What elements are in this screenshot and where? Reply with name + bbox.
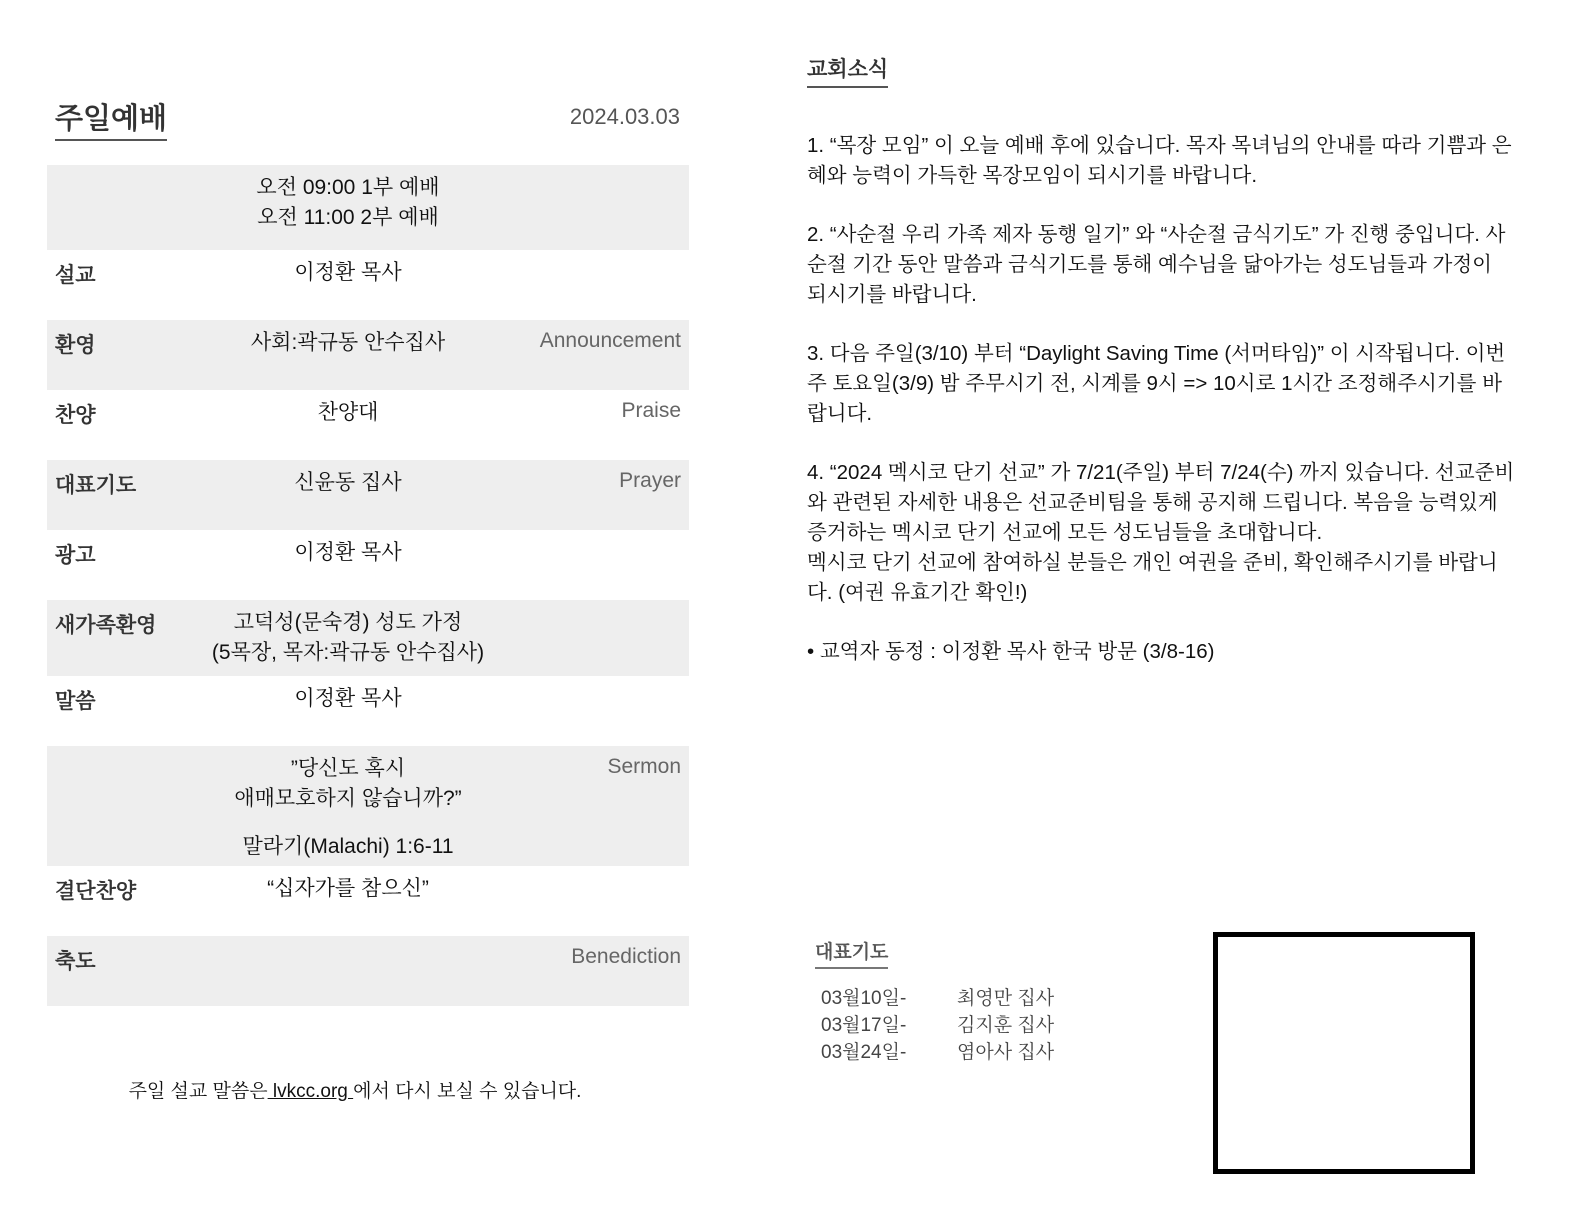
row-person: 이정환 목사 xyxy=(294,687,402,710)
row-person: 고덕성(문숙경) 성도 가정 (5목장, 목자:곽규동 안수집사) xyxy=(211,611,485,664)
sermon-archive-note: 주일 설교 말씀은 lvkcc.org 에서 다시 보실 수 있습니다. xyxy=(128,1081,582,1102)
table-row xyxy=(47,250,689,320)
row-english xyxy=(509,250,689,259)
row-label: 찬양 xyxy=(55,404,96,427)
row-person: 이정환 목사 xyxy=(294,541,402,564)
row-label: 대표기도 xyxy=(55,474,137,497)
sermon-title: ”당신도 혹시 애매모호하지 않습니까?” 말라기(Malachi) 1:6-11 xyxy=(187,746,509,862)
order-of-service-table xyxy=(47,165,689,1006)
prayer-schedule xyxy=(821,985,1054,1066)
prayer-date: 03월17일- xyxy=(821,1015,907,1036)
prayer-name: 염아사 집사 xyxy=(957,1042,1055,1063)
table-row xyxy=(47,390,689,460)
news-item: 3. 다음 주일(3/10) 부터 “Daylight Saving Time (서머타임)” 이 시작됩니다. 이번 주 토요일(3/9) 밤 주무시기 전, 시계를 9시 => 10시로 1시간 조정해주시기를 바랍니다. xyxy=(807,342,1506,425)
prayer-title: 대표기도 xyxy=(815,940,888,969)
sermon-row xyxy=(47,746,689,866)
news-item: 멕시코 단기 선교에 참여하실 분들은 개인 여권을 준비, 확인해주시기를 바랍니다. (여권 유효기간 확인!) xyxy=(807,551,1498,604)
news-list xyxy=(807,131,1517,696)
news-item: 2. “사순절 우리 가족 제자 동행 일기” 와 “사순절 금식기도” 가 진행 중입니다. 사순절 기간 동안 말씀과 금식기도를 통해 예수님을 닮아가는 성도님들과 가정이 되시기를 바랍니다. xyxy=(807,223,1506,306)
prayer-name: 최영만 집사 xyxy=(957,988,1055,1009)
row-person: 신윤동 집사 xyxy=(294,471,402,494)
row-label: 광고 xyxy=(55,544,96,567)
table-row xyxy=(47,460,689,530)
news-title: 교회소식 xyxy=(807,56,888,88)
row-label: 말씀 xyxy=(55,690,96,713)
service-times xyxy=(187,165,509,233)
row-english: Sermon xyxy=(607,755,681,778)
row-label: 새가족환영 xyxy=(55,614,157,637)
row-english: Announcement xyxy=(539,329,681,352)
prayer-date: 03월24일- xyxy=(821,1042,907,1063)
service-times-row xyxy=(47,165,689,250)
row-english xyxy=(509,676,689,685)
closing-hymn-title: “십자가를 참으신” xyxy=(267,877,429,900)
table-row xyxy=(47,866,689,936)
sermon-reference: 말라기(Malachi) 1:6-11 xyxy=(242,835,454,858)
row-label: 결단찬양 xyxy=(55,880,137,903)
row-english xyxy=(509,530,689,539)
prayer-date: 03월10일- xyxy=(821,988,907,1009)
table-row xyxy=(47,676,689,746)
news-item: 1. “목장 모임” 이 오늘 예배 후에 있습니다. 목자 목녀님의 안내를 따라 기쁨과 은혜와 능력이 가득한 목장모임이 되시기를 바랍니다. xyxy=(807,134,1512,187)
row-english: Praise xyxy=(621,399,681,422)
list-item xyxy=(821,1039,1054,1066)
news-item: 4. “2024 멕시코 단기 선교” 가 7/21(주일) 부터 7/24(수) 까지 있습니다. 선교준비와 관련된 자세한 내용은 선교준비팀을 통해 공지해 드립니다. 복음을 능력있게 증거하는 멕시코 단기 선교에 모든 성도님들을 초대합니다. xyxy=(807,461,1515,544)
row-english: Benediction xyxy=(571,945,681,968)
table-row xyxy=(47,320,689,390)
table-row xyxy=(47,530,689,600)
table-row xyxy=(47,936,689,1006)
service-time-2: 오전 11:00 2부 예배 xyxy=(257,206,439,229)
table-row xyxy=(47,600,689,676)
service-time-1: 오전 09:00 1부 예배 xyxy=(256,176,440,199)
service-title: 주일예배 xyxy=(55,100,167,141)
row-label: 환영 xyxy=(55,334,96,357)
prayer-name: 김지훈 집사 xyxy=(957,1015,1055,1036)
website-link[interactable]: lvkcc.org xyxy=(267,1081,354,1102)
row-english: Prayer xyxy=(619,469,681,492)
row-person: 사회:곽규동 안수집사 xyxy=(250,331,446,354)
row-english xyxy=(509,600,689,609)
row-person: 찬양대 xyxy=(317,401,379,424)
row-label: 축도 xyxy=(55,950,96,973)
list-item xyxy=(821,1012,1054,1039)
row-label: 설교 xyxy=(55,264,96,287)
row-person: 이정환 목사 xyxy=(294,261,402,284)
service-date: 2024.03.03 xyxy=(569,104,680,129)
minister-note: • 교역자 동정 : 이정환 목사 한국 방문 (3/8-16) xyxy=(807,640,1215,663)
image-placeholder-box xyxy=(1213,932,1475,1174)
list-item xyxy=(821,985,1054,1012)
